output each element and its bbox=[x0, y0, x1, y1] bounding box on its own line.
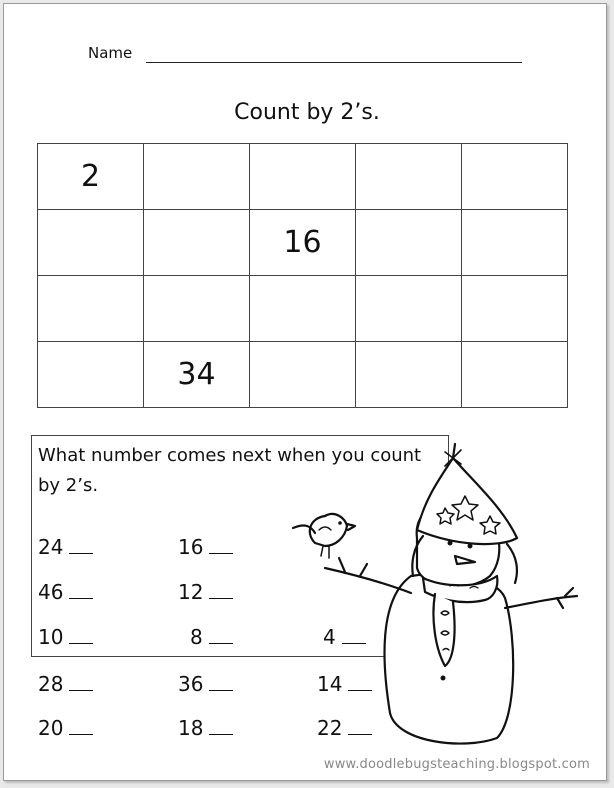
answer-blank[interactable] bbox=[69, 627, 93, 644]
question-number: 24 bbox=[38, 535, 64, 559]
answer-blank[interactable] bbox=[209, 537, 233, 554]
answer-blank[interactable] bbox=[209, 718, 233, 735]
question-item bbox=[178, 672, 233, 696]
question-item bbox=[178, 535, 233, 559]
answer-blank[interactable] bbox=[69, 718, 93, 735]
question-item bbox=[38, 535, 93, 559]
question-item bbox=[190, 625, 233, 649]
question-item bbox=[38, 580, 93, 604]
grid-row bbox=[38, 342, 568, 408]
question-number: 10 bbox=[38, 625, 64, 649]
grid-row bbox=[38, 210, 568, 276]
question-number: 46 bbox=[38, 580, 64, 604]
grid-cell bbox=[356, 276, 462, 342]
grid-cell bbox=[144, 210, 250, 276]
name-line bbox=[146, 62, 522, 63]
grid-cell bbox=[356, 210, 462, 276]
grid-row bbox=[38, 276, 568, 342]
grid-cell bbox=[144, 144, 250, 210]
grid-cell bbox=[144, 276, 250, 342]
question-number: 4 bbox=[323, 625, 336, 649]
answer-blank[interactable] bbox=[209, 582, 233, 599]
grid-cell: 16 bbox=[250, 210, 356, 276]
grid-cell bbox=[38, 276, 144, 342]
answer-blank[interactable] bbox=[69, 582, 93, 599]
question-number: 36 bbox=[178, 672, 204, 696]
grid-cell bbox=[462, 210, 568, 276]
snowman-illustration bbox=[285, 438, 595, 758]
question-number: 12 bbox=[178, 580, 204, 604]
grid-cell bbox=[250, 342, 356, 408]
question-number: 18 bbox=[178, 716, 204, 740]
grid-cell bbox=[38, 210, 144, 276]
arm-branch-icon bbox=[325, 568, 411, 593]
grid-cell bbox=[462, 342, 568, 408]
question-item bbox=[178, 580, 233, 604]
question-number: 16 bbox=[178, 535, 204, 559]
question-number: 28 bbox=[38, 672, 64, 696]
question-number: 8 bbox=[190, 625, 203, 649]
answer-blank[interactable] bbox=[69, 674, 93, 691]
grid-cell bbox=[250, 276, 356, 342]
grid-cell: 34 bbox=[144, 342, 250, 408]
grid-cell bbox=[356, 342, 462, 408]
question-item bbox=[178, 716, 233, 740]
name-label: Name bbox=[88, 44, 133, 62]
grid-cell bbox=[462, 276, 568, 342]
grid-row bbox=[38, 144, 568, 210]
bird-icon bbox=[310, 514, 347, 546]
grid-cell bbox=[38, 342, 144, 408]
website-footer: www.doodlebugsteaching.blogspot.com bbox=[323, 757, 590, 772]
answer-blank[interactable] bbox=[209, 627, 233, 644]
question-item bbox=[38, 672, 93, 696]
number-grid bbox=[37, 143, 568, 408]
answer-blank[interactable] bbox=[209, 674, 233, 691]
grid-cell: 2 bbox=[38, 144, 144, 210]
grid-cell bbox=[356, 144, 462, 210]
question-number: 22 bbox=[317, 716, 343, 740]
grid-cell bbox=[462, 144, 568, 210]
question-item bbox=[38, 625, 93, 649]
question-prompt: What number comes next when you count by 2’s. bbox=[38, 445, 422, 496]
worksheet-title: Count by 2’s. bbox=[234, 100, 380, 125]
question-item bbox=[38, 716, 93, 740]
question-number: 20 bbox=[38, 716, 64, 740]
grid-cell bbox=[250, 144, 356, 210]
question-number: 14 bbox=[317, 672, 343, 696]
answer-blank[interactable] bbox=[69, 537, 93, 554]
